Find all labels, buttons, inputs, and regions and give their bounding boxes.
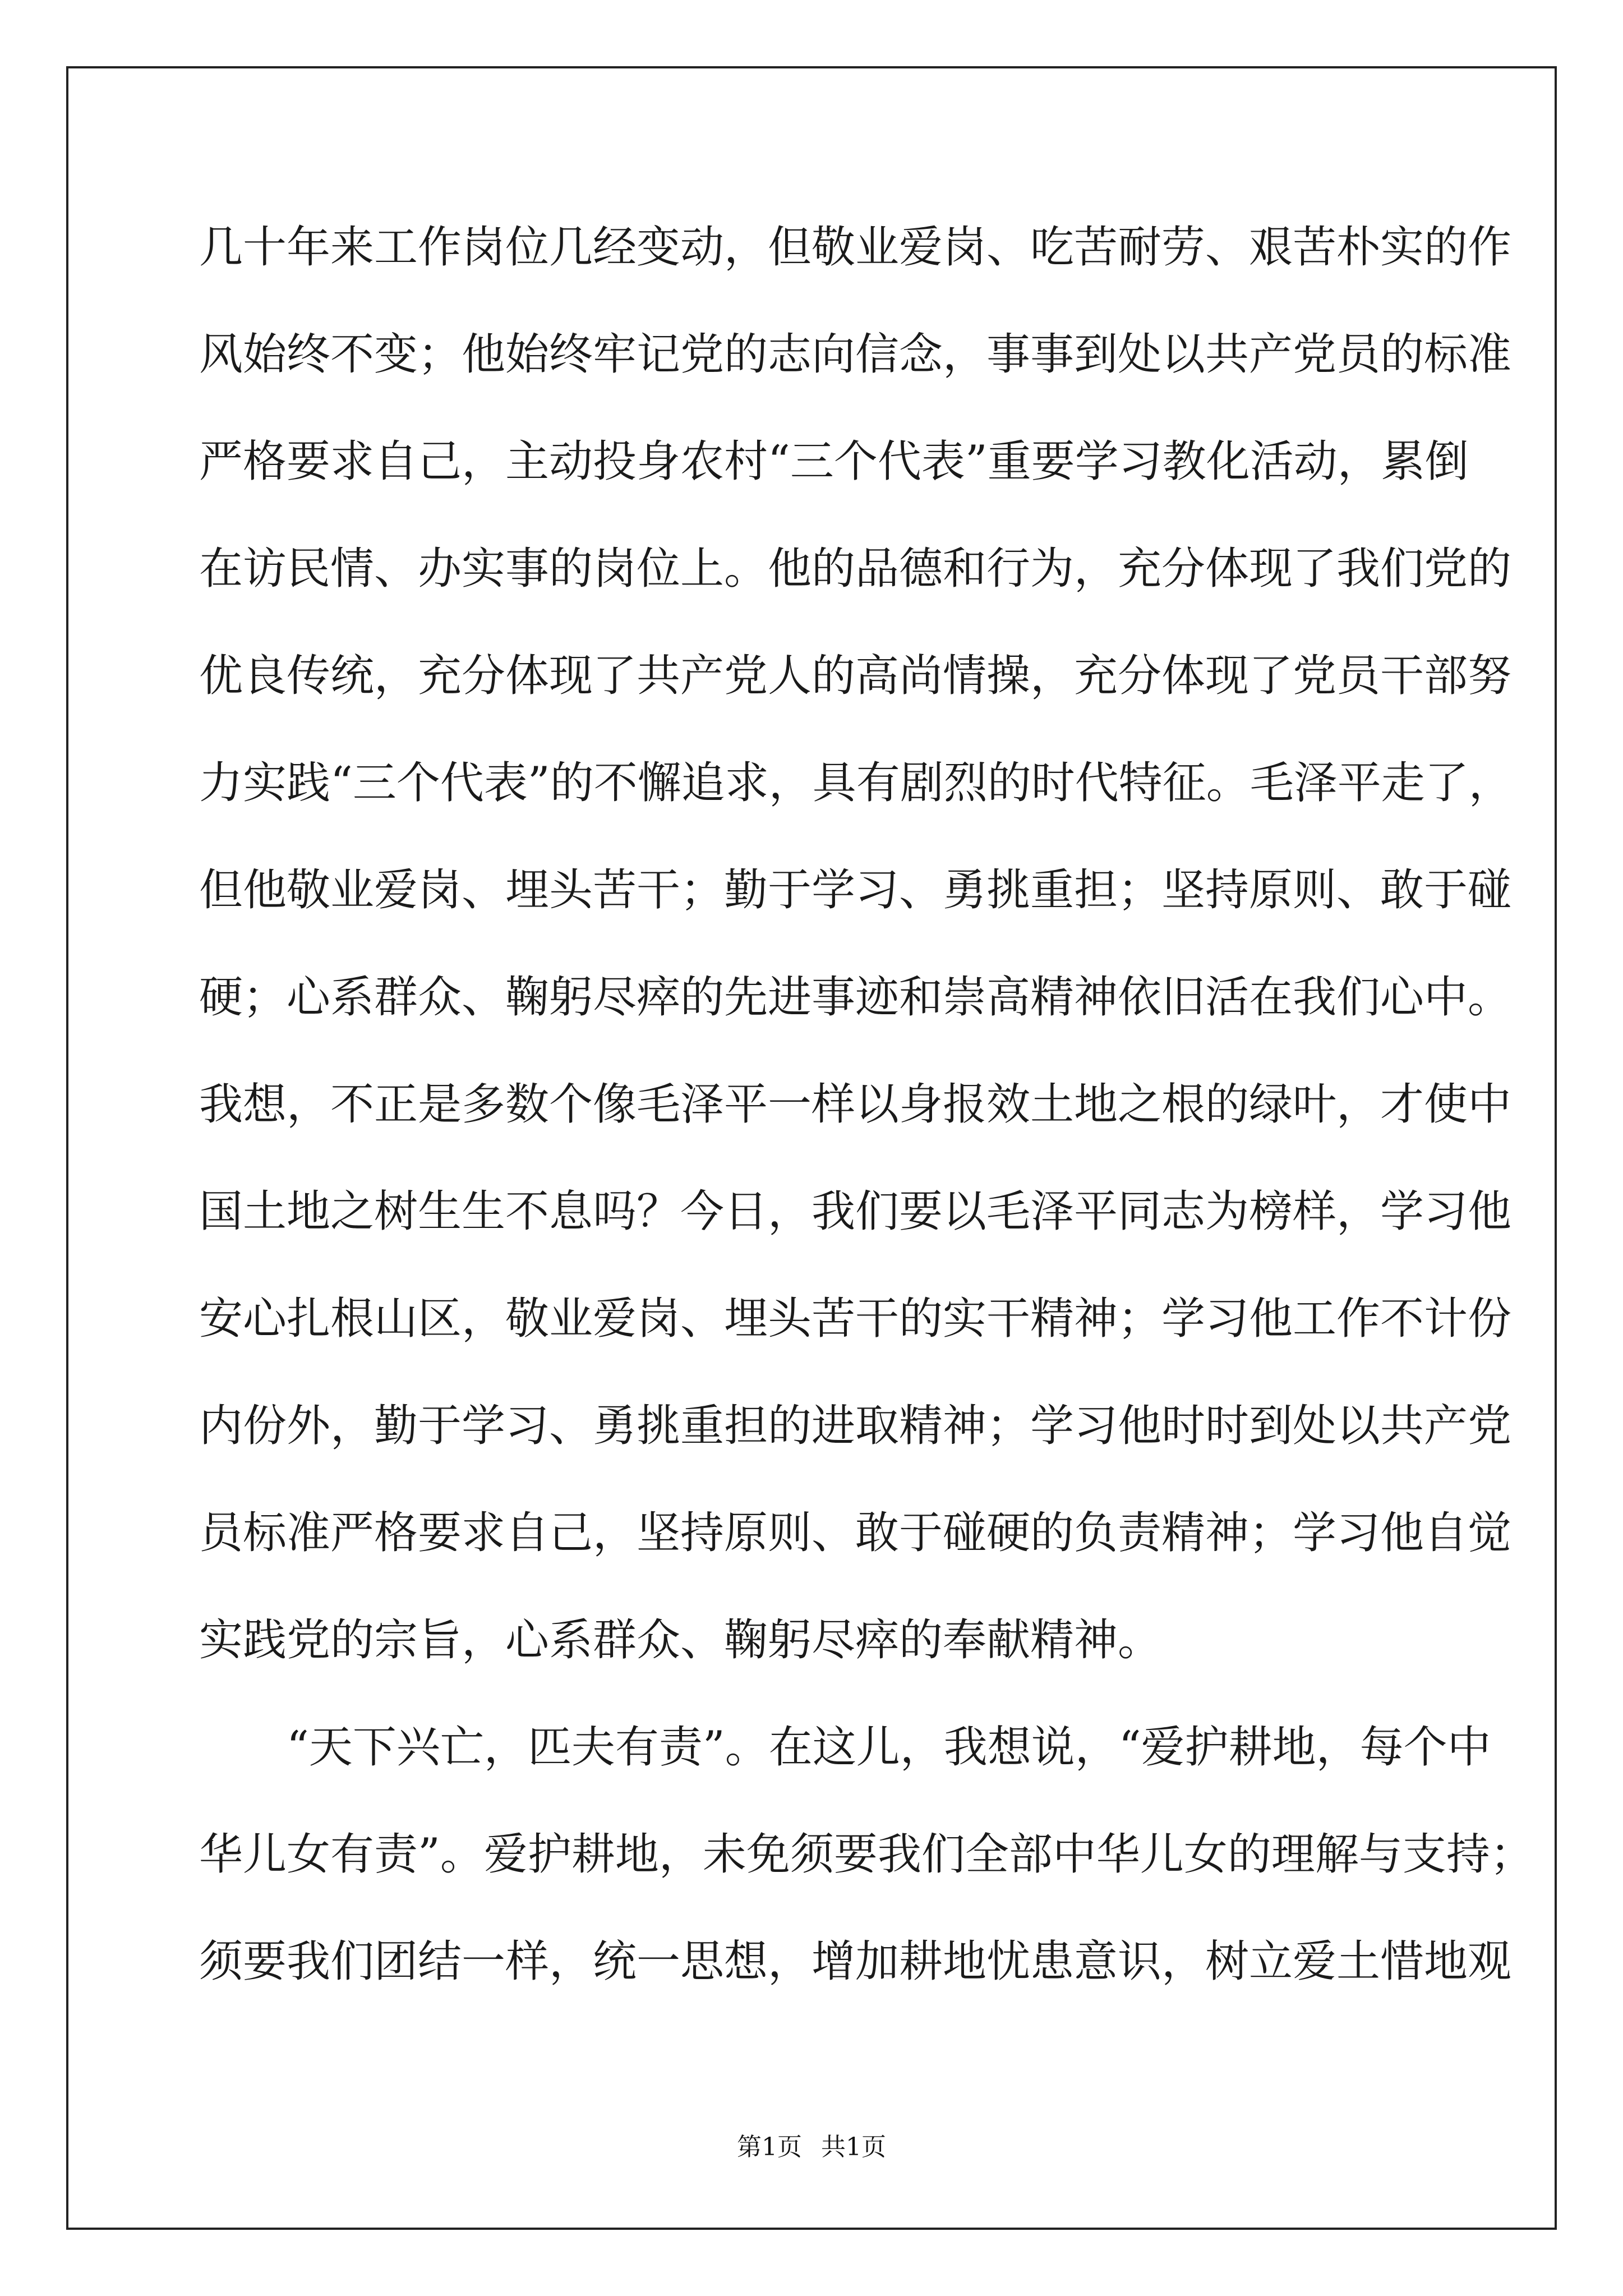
page-total: 共1页	[821, 2133, 886, 2161]
text-line: 国土地之树生生不息吗？今日，我们要以毛泽平同志为榜样，学习他	[199, 1186, 1512, 1237]
text-line: “天下兴亡，匹夫有责”。在这儿，我想说，“爱护耕地，每个中	[199, 1722, 1491, 1773]
text-line: 几十年来工作岗位几经变动，但敬业爱岗、吃苦耐劳、艰苦朴实的作	[199, 222, 1512, 273]
text-line: 我想，不正是多数个像毛泽平一样以身报效土地之根的绿叶，才使中	[199, 1079, 1512, 1130]
page-number: 第1页	[737, 2133, 802, 2161]
text-line: 须要我们团结一样，统一思想，增加耕地忧患意识，树立爱土惜地观	[199, 1936, 1512, 1987]
page-footer	[0, 2132, 1623, 2163]
text-line: 在访民情、办实事的岗位上。他的品德和行为，充分体现了我们党的	[199, 544, 1512, 594]
text-line: 实践党的宗旨，心系群众、鞠躬尽瘁的奉献精神。	[199, 1615, 1162, 1665]
text-line: 风始终不变；他始终牢记党的志向信念，事事到处以共产党员的标准	[199, 329, 1512, 380]
text-line: 硬；心系群众、鞠躬尽瘁的先进事迹和崇高精神依旧活在我们心中。	[199, 972, 1512, 1023]
text-line: 华儿女有责”。爱护耕地，未免须要我们全部中华儿女的理解与支持；	[199, 1829, 1534, 1880]
text-line: 员标准严格要求自己，坚持原则、敢于碰硬的负责精神；学习他自觉	[199, 1508, 1512, 1558]
text-line: 严格要求自己，主动投身农村“三个代表”重要学习教化活动，累倒	[199, 436, 1469, 487]
document-body	[199, 216, 1534, 2037]
text-line: 内份外，勤于学习、勇挑重担的进取精神；学习他时时到处以共产党	[199, 1401, 1512, 1451]
text-line: 但他敬业爱岗、埋头苦干；勤于学习、勇挑重担；坚持原则、敢于碰	[199, 865, 1512, 915]
text-line: 力实践“三个代表”的不懈追求，具有剧烈的时代特征。毛泽平走了，	[199, 758, 1513, 808]
text-line: 安心扎根山区，敬业爱岗、埋头苦干的实干精神；学习他工作不计份	[199, 1294, 1512, 1344]
text-line: 优良传统，充分体现了共产党人的高尚情操，充分体现了党员干部努	[199, 651, 1512, 701]
